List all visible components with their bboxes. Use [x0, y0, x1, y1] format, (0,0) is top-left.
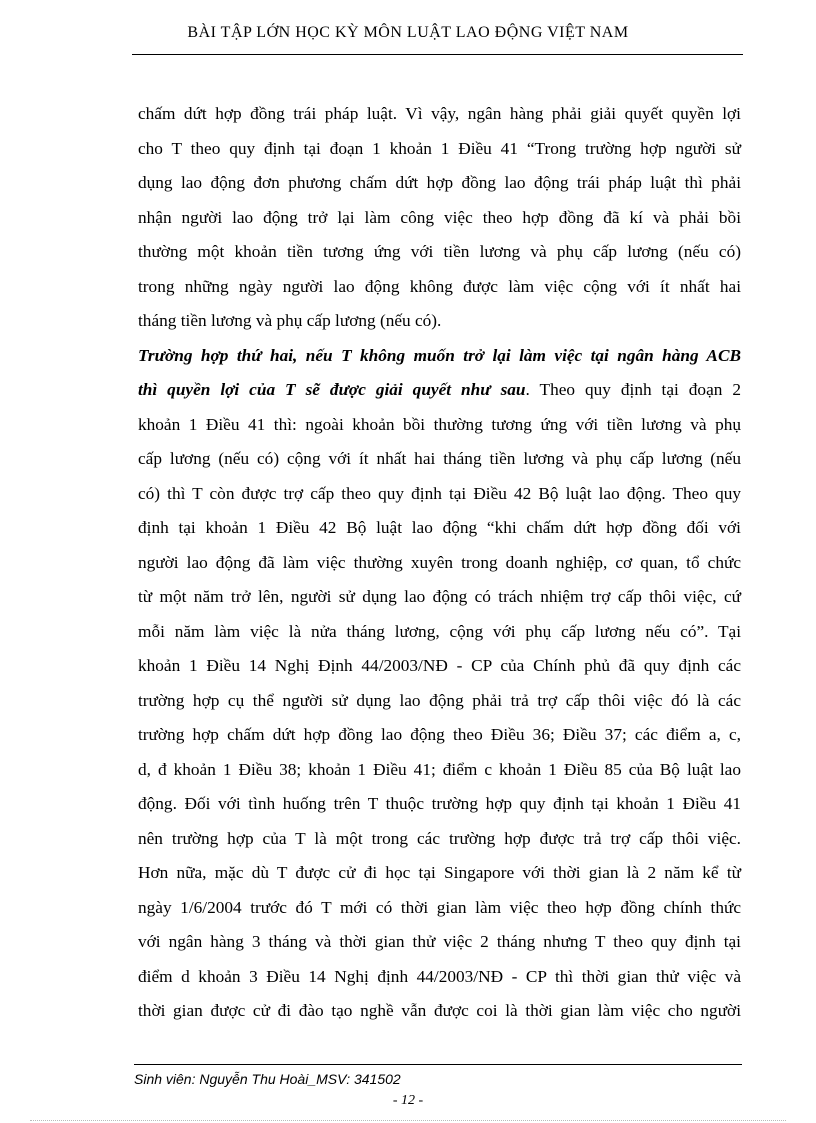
text-line: trường hợp chấm dứt hợp đồng lao động theo Điều 36; Điều 37; các điểm a, c, [138, 725, 741, 744]
text-line: chấm dứt hợp đồng trái pháp luật. Vì vậy, ngân hàng phải giải quyết quyền lợi [138, 104, 741, 123]
text-line: từ một năm trở lên, người sử dụng lao động có trách nhiệm trợ cấp thôi việc, cứ [138, 587, 741, 606]
text-line: trường hợp cụ thể người sử dụng lao động phải trả trợ cấp thôi việc đó là các [138, 690, 741, 710]
text-line: động. Đối với tình huống trên T thuộc trường hợp quy định tại khoản 1 Điều 41 [138, 794, 741, 813]
text-line: d, đ khoản 1 Điều 38; khoản 1 Điều 41; điểm c khoản 1 Điều 85 của Bộ luật lao [138, 759, 741, 779]
page-number: - 12 - [392, 1093, 424, 1108]
text-line: thường một khoản tiền tương ứng với tiền lương và phụ cấp lương (nếu có) [138, 242, 741, 261]
text-line-emphasis: Trường hợp thứ hai, nếu T không muốn trở lại làm việc tại ngân hàng ACB [138, 345, 741, 365]
page-bottom-border [30, 1120, 786, 1121]
text-line: tháng tiền lương và phụ cấp lương (nếu có). [138, 311, 442, 330]
text-line: khoản 1 Điều 14 Nghị Định 44/2003/NĐ - CP của Chính phủ đã quy định các [138, 656, 741, 675]
text-line: nhận người lao động trở lại làm công việc theo hợp đồng đã kí và phải bồi [138, 207, 741, 227]
text-line: người lao động đã làm việc thường xuyên trong doanh nghiệp, cơ quan, tổ chức [138, 552, 741, 572]
text-line: cho T theo quy định tại đoạn 1 khoản 1 Điều 41 “Trong trường hợp người sử [138, 138, 741, 158]
footer-divider [134, 1064, 742, 1065]
text-line: nên trường hợp của T là một trong các trường hợp được trả trợ cấp thôi việc. [138, 828, 741, 848]
text-line: ngày 1/6/2004 trước đó T mới có thời gian làm việc theo hợp đồng chính thức [138, 897, 741, 917]
text-line: điểm d khoản 3 Điều 14 Nghị định 44/2003/NĐ - CP thì thời gian thử việc và [138, 966, 741, 986]
text-line: Hơn nữa, mặc dù T được cử đi học tại Singapore với thời gian là 2 năm kể từ [138, 863, 741, 882]
text-line: dụng lao động đơn phương chấm dứt hợp đồng lao động trái pháp luật thì phải [138, 173, 741, 192]
text-line: có) thì T còn được trợ cấp theo quy định tại Điều 42 Bộ luật lao động. Theo quy [138, 483, 741, 503]
header-divider [132, 54, 743, 55]
text-line: trong những ngày người lao động không được làm việc cộng với ít nhất hai [138, 276, 741, 296]
footer-author: Sinh viên: Nguyễn Thu Hoài_MSV: 341502 [134, 1071, 401, 1087]
text-line: với ngân hàng 3 tháng và thời gian thử việc 2 tháng nhưng T theo quy định tại [138, 932, 741, 951]
text-line: mỗi năm làm việc là nửa tháng lương, cộng với phụ cấp lương nếu có”. Tại [138, 621, 741, 641]
text-line: thời gian được cử đi đào tạo nghề vẫn được coi là thời gian làm việc cho người [138, 1001, 741, 1020]
text-line-mixed: thì quyền lợi của T sẽ được giải quyết như sau. Theo quy định tại đoạn 2 [138, 380, 741, 399]
text-line: định tại khoản 1 Điều 42 Bộ luật lao động “khi chấm dứt hợp đồng đối với [138, 518, 741, 537]
text-line: khoản 1 Điều 41 thì: ngoài khoản bồi thường tương ứng với tiền lương và phụ [138, 414, 741, 434]
document-body [138, 97, 741, 1029]
header-title: BÀI TẬP LỚN HỌC KỲ MÔN LUẬT LAO ĐỘNG VIỆT NAM [187, 24, 629, 41]
text-line: cấp lương (nếu có) cộng với ít nhất hai tháng tiền lương và phụ cấp lương (nếu [138, 449, 741, 468]
